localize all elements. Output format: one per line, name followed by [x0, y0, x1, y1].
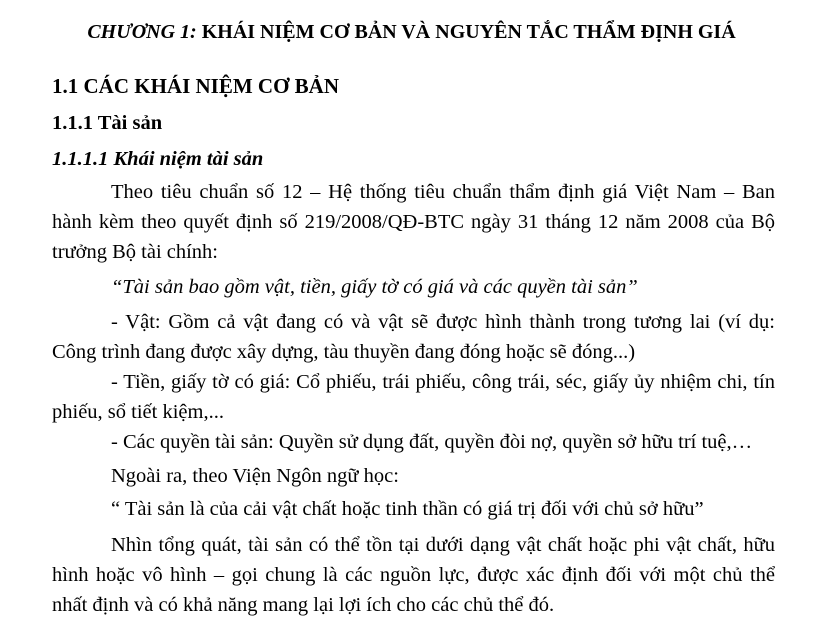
paragraph-1-line-1: Theo tiêu chuẩn số 12 – Hệ thống tiêu chuẩn thẩm định giá Việt Nam – Ban: [111, 181, 775, 203]
subsection-heading: 1.1.1 Tài sản: [52, 112, 163, 134]
quote-1: “Tài sản bao gồm vật, tiền, giấy tờ có giá và các quyền tài sản”: [111, 276, 638, 298]
paragraph-3-line-3: nhất định và có khả năng mang lại lợi ích cho các chủ thể đó.: [52, 594, 555, 616]
section-heading: 1.1 CÁC KHÁI NIỆM CƠ BẢN: [52, 74, 340, 98]
item-2-line-2: phiếu, sổ tiết kiệm,...: [52, 401, 224, 423]
quote-2: “ Tài sản là của cải vật chất hoặc tinh thần có giá trị đối với chủ sở hữu”: [111, 498, 704, 520]
chapter-number: CHƯƠNG 1:: [87, 21, 197, 43]
item-3: - Các quyền tài sản: Quyền sử dụng đất, quyền đòi nợ, quyền sở hữu trí tuệ,…: [111, 431, 753, 453]
paragraph-1-line-3: trưởng Bộ tài chính:: [52, 241, 219, 263]
subsubsection-heading: 1.1.1.1 Khái niệm tài sản: [52, 148, 264, 170]
paragraph-2: Ngoài ra, theo Viện Ngôn ngữ học:: [111, 465, 399, 487]
item-1-line-1: - Vật: Gồm cả vật đang có và vật sẽ được hình thành trong tương lai (ví dụ:: [111, 311, 775, 333]
chapter-title-text: KHÁI NIỆM CƠ BẢN VÀ NGUYÊN TẮC THẨM ĐỊNH GIÁ: [201, 21, 736, 43]
paragraph-1-line-2: hành kèm theo quyết định số 219/2008/QĐ-BTC ngày 31 tháng 12 năm 2008 của Bộ: [52, 211, 775, 233]
item-2-line-1: - Tiền, giấy tờ có giá: Cổ phiếu, trái phiếu, công trái, séc, giấy ủy nhiệm chi, tín: [111, 371, 775, 393]
item-1-line-2: Công trình đang được xây dựng, tàu thuyền đang đóng hoặc sẽ đóng...): [52, 341, 636, 363]
paragraph-3-line-2: hình hoặc vô hình – gọi chung là các nguồn lực, được xác định đối với một chủ thể: [52, 564, 775, 586]
chapter-title: [0, 22, 823, 42]
paragraph-3-line-1: Nhìn tổng quát, tài sản có thể tồn tại dưới dạng vật chất hoặc phi vật chất, hữu: [111, 534, 775, 556]
